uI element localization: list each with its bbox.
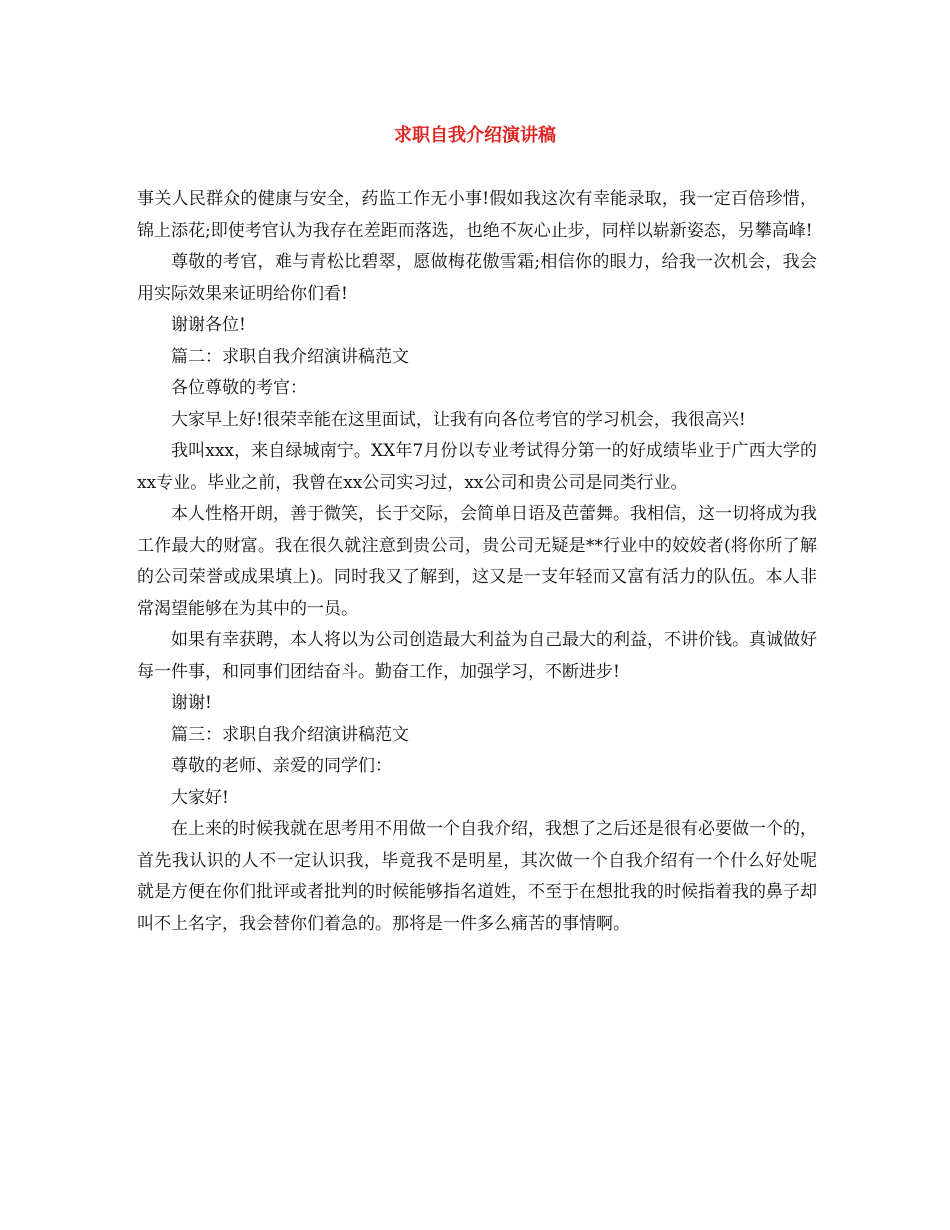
paragraph-13: 大家好!: [171, 787, 229, 808]
document-title: 求职自我介绍演讲稿: [394, 125, 556, 146]
paragraph-2: 尊敬的考官，难与青松比碧翠，愿做梅花傲雪霜;相信你的眼力，给我一次机会，我会用实际效果来证明给你们看!: [137, 252, 817, 304]
paragraph-3: 谢谢各位!: [171, 315, 246, 335]
paragraph-1: 事关人民群众的健康与安全，药监工作无小事!假如我这次有幸能录取，我一定百倍珍惜，锦上添花;即使考官认为我存在差距而落选，也绝不灰心止步，同样以崭新姿态，另攀高峰!: [137, 189, 817, 241]
paragraph-9: 如果有幸获聘，本人将以为公司创造最大利益为自己最大的利益，不讲价钱。真诚做好每一件事，和同事们团结奋斗。勤奋工作，加强学习，不断进步!: [137, 630, 817, 682]
document-body: [137, 184, 817, 940]
salutation-2: 各位尊敬的考官：: [171, 378, 307, 398]
section-heading-2: 篇二：求职自我介绍演讲稿范文: [171, 346, 409, 367]
paragraph-6: 大家早上好!很荣幸能在这里面试，让我有向各位考官的学习机会，我很高兴!: [171, 409, 746, 430]
section-heading-3: 篇三：求职自我介绍演讲稿范文: [171, 724, 409, 745]
paragraph-14: 在上来的时候我就在思考用不用做一个自我介绍，我想了之后还是很有必要做一个的，首先我认识的人不一定认识我，毕竟我不是明星，其次做一个自我介绍有一个什么好处呢 就是方便在你们批评或者批判的时候能够指名道姓，不至于在想批我的时候指着我的鼻子却叫不上名字，我会替你们着急的。那将是一件多么痛苦的事情啊。: [137, 819, 817, 934]
paragraph-10: 谢谢!: [171, 693, 212, 713]
paragraph-8: 本人性格开朗，善于微笑，长于交际，会简单日语及芭蕾舞。我相信，这一切将成为我工作最大的财富。我在很久就注意到贵公司，贵公司无疑是**行业中的姣姣者(将你所了解的公司荣誉或成果填上)。同时我又了解到，这又是一支年轻而又富有活力的队伍。本人非常渴望能够在为其中的一员。: [137, 504, 817, 619]
salutation-3: 尊敬的老师、亲爱的同学们：: [171, 756, 392, 776]
paragraph-7: 我叫xxx，来自绿城南宁。XX年7月份以专业考试得分第一的好成绩毕业于广西大学的xx专业。毕业之前，我曾在xx公司实习过，xx公司和贵公司是同类行业。: [137, 441, 817, 493]
